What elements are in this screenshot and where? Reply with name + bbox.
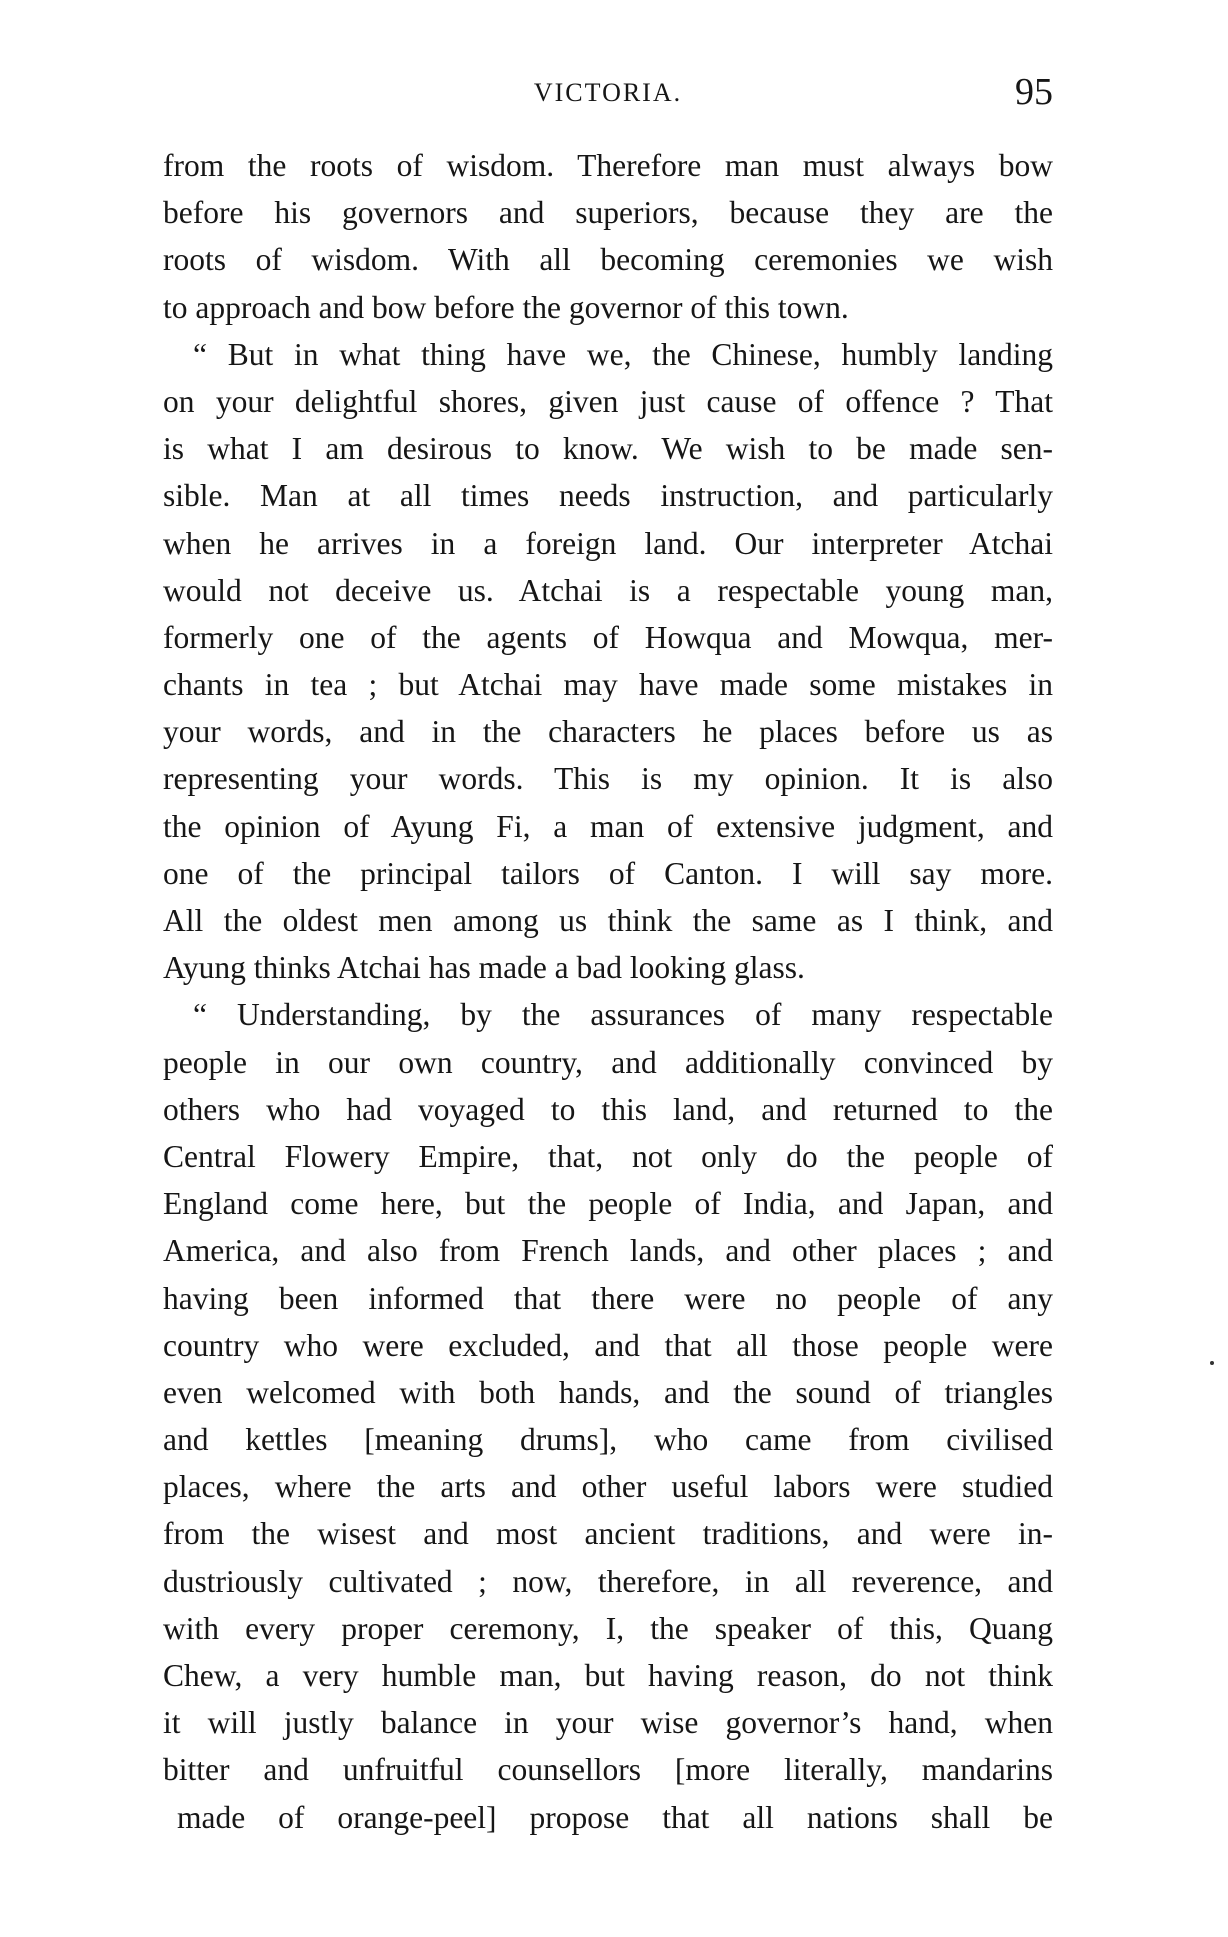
ink-speck xyxy=(1210,1361,1214,1365)
text-line: the opinion of Ayung Fi, a man of extensive judgment, and xyxy=(163,808,1053,844)
text-line: from the roots of wisdom. Therefore man must always bow xyxy=(163,148,1053,183)
text-line: even welcomed with both hands, and the sound of triangles xyxy=(163,1374,1053,1410)
paragraph-start-line: “ Understanding, by the assurances of many respectable xyxy=(193,997,1053,1033)
text-line: bitter and unfruitful counsellors [more literally, mandarins xyxy=(163,1752,1053,1788)
text-line: Central Flowery Empire, that, not only do the people of xyxy=(163,1138,1053,1174)
text-line: chants in tea ; but Atchai may have made some mistakes in xyxy=(163,667,1053,703)
text-line: country who were excluded, and that all those people were xyxy=(163,1327,1053,1363)
text-line: and kettles [meaning drums], who came from civilised xyxy=(163,1422,1053,1458)
text-line: others who had voyaged to this land, and returned to the xyxy=(163,1091,1053,1127)
text-line: from the wisest and most ancient traditions, and were in- xyxy=(163,1516,1053,1552)
text-line: representing your words. This is my opinion. It is also xyxy=(163,761,1053,797)
text-line: Ayung thinks Atchai has made a bad looking glass. xyxy=(163,950,805,986)
text-line: with every proper ceremony, I, the speaker of this, Quang xyxy=(163,1610,1053,1646)
text-line: would not deceive us. Atchai is a respectable young man, xyxy=(163,572,1053,608)
text-line: is what I am desirous to know. We wish to be made sen- xyxy=(163,431,1053,467)
text-line: before his governors and superiors, because they are the xyxy=(163,195,1053,231)
text-line: England come here, but the people of India, and Japan, and xyxy=(163,1186,1053,1222)
text-line: it will justly balance in your wise governor’s hand, when xyxy=(163,1705,1053,1741)
text-line: America, and also from French lands, and other places ; and xyxy=(163,1233,1053,1269)
text-line: when he arrives in a foreign land. Our interpreter Atchai xyxy=(163,525,1053,561)
text-line: one of the principal tailors of Canton. I will say more. xyxy=(163,855,1053,891)
text-line: people in our own country, and additionally convinced by xyxy=(163,1044,1053,1080)
text-line: All the oldest men among us think the same as I think, and xyxy=(163,903,1053,938)
text-line: to approach and bow before the governor of this town. xyxy=(163,289,849,325)
text-line: formerly one of the agents of Howqua and Mowqua, mer- xyxy=(163,619,1053,655)
text-line: dustriously cultivated ; now, therefore, in all reverence, and xyxy=(163,1563,1053,1599)
paragraph-start-line: “ But in what thing have we, the Chinese, humbly landing xyxy=(193,336,1053,372)
text-line: places, where the arts and other useful labors were studied xyxy=(163,1469,1053,1505)
page-number: 95 xyxy=(1015,71,1053,113)
text-line: sible. Man at all times needs instruction, and particularly xyxy=(163,478,1053,514)
text-line: Chew, a very humble man, but having reason, do not think xyxy=(163,1658,1053,1693)
text-line: roots of wisdom. With all becoming ceremonies we wish xyxy=(163,242,1053,278)
text-line: made of orange-peel] propose that all nations shall be xyxy=(177,1799,1053,1835)
text-line: on your delightful shores, given just cause of offence ? That xyxy=(163,383,1053,419)
body-text xyxy=(163,142,1053,1841)
text-line: having been informed that there were no people of any xyxy=(163,1280,1053,1316)
text-line: your words, and in the characters he places before us as xyxy=(163,714,1053,750)
running-head-title: VICTORIA. xyxy=(533,78,683,107)
running-head xyxy=(163,70,1053,120)
